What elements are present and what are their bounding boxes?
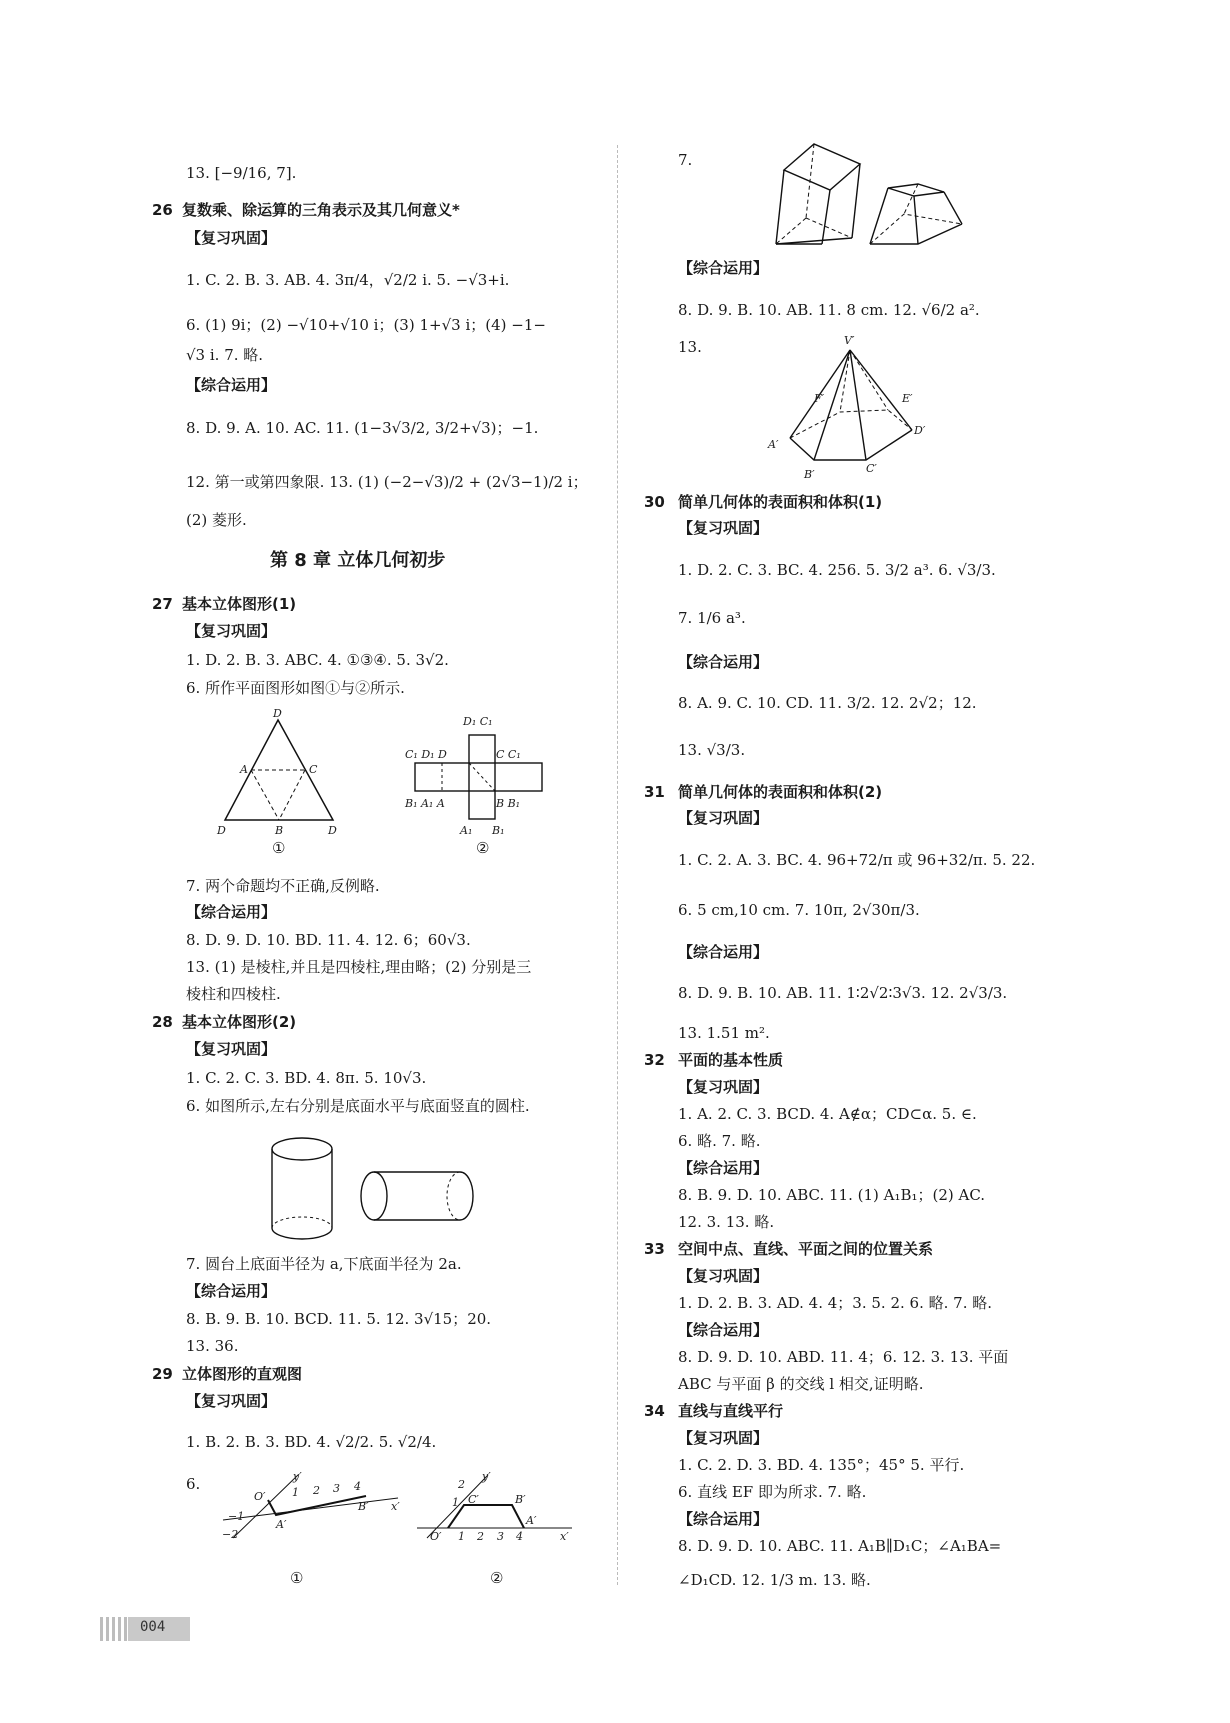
answer-line: 7. 圆台上底面半径为 a,下底面半径为 2a. [186, 1255, 462, 1273]
section-heading: 29 立体图形的直观图 [152, 1365, 303, 1383]
answer-line: 6. 5 cm,10 cm. 7. 10π, 2√30π/3. [678, 901, 920, 919]
answer-line: 8. B. 9. B. 10. BCD. 11. 5. 12. 3√15；20. [186, 1310, 492, 1328]
answer-line: 12. 第一或第四象限. 13. (1) (−2−√3)/2 + (2√3−1)/2 i； [186, 473, 588, 491]
answer-line: 1. C. 2. C. 3. BD. 4. 8π. 5. 10√3. [186, 1069, 427, 1087]
answer-line: 1. D. 2. B. 3. ABC. 4. ①③④. 5. 3√2. [186, 651, 449, 669]
review-tag: 【复习巩固】 [186, 1392, 277, 1410]
svg-text:D: D [328, 824, 337, 837]
svg-text:2: 2 [313, 1484, 320, 1497]
answer-line: 13. [678, 338, 702, 356]
oblique-figure-1 [218, 1470, 408, 1540]
column-divider [617, 145, 618, 1585]
answer-line: 8. D. 9. D. 10. ABD. 11. 4；6. 12. 3. 13. 平面 [678, 1348, 1009, 1366]
apply-tag: 【综合运用】 [678, 943, 769, 961]
answer-line: (2) 菱形. [186, 511, 247, 529]
answer-line: 8. D. 9. B. 10. AB. 11. 8 cm. 12. √6/2 a². [678, 301, 980, 319]
answer-line: 1. C. 2. D. 3. BD. 4. 135°；45° 5. 平行. [678, 1456, 965, 1474]
svg-text:A′: A′ [276, 1518, 287, 1531]
svg-text:A: A [240, 763, 248, 776]
section-heading: 33 空间中点、直线、平面之间的位置关系 [644, 1240, 934, 1258]
svg-text:V′: V′ [844, 334, 855, 347]
answer-line: 6. 所作平面图形如图①与②所示. [186, 679, 405, 697]
review-tag: 【复习巩固】 [678, 1429, 769, 1447]
answer-line: 13. [−9/16, 7]. [186, 164, 297, 182]
svg-text:F′: F′ [814, 392, 825, 405]
answer-line: 6. (1) 9i；(2) −√10+√10 i；(3) 1+√3 i；(4) −1− [186, 316, 546, 334]
apply-tag: 【综合运用】 [678, 653, 769, 671]
svg-text:D: D [217, 824, 226, 837]
svg-text:D: D [273, 707, 282, 720]
figure-label: ② [490, 1569, 504, 1587]
svg-text:B₁: B₁ [492, 824, 505, 837]
answer-line: 6. 如图所示,左右分别是底面水平与底面竖直的圆柱. [186, 1097, 530, 1115]
apply-tag: 【综合运用】 [678, 1510, 769, 1528]
prism-and-frustum-figure [770, 140, 970, 250]
svg-text:O′: O′ [430, 1530, 442, 1543]
answer-line: 7. 1/6 a³. [678, 609, 746, 627]
review-tag: 【复习巩固】 [678, 519, 769, 537]
svg-text:x′: x′ [391, 1500, 400, 1513]
svg-text:C′: C′ [468, 1493, 479, 1506]
svg-text:B: B [275, 824, 284, 837]
svg-text:1: 1 [452, 1496, 459, 1509]
answer-line: ABC 与平面 β 的交线 l 相交,证明略. [678, 1375, 924, 1393]
section-heading: 31 简单几何体的表面积和体积(2) [644, 783, 883, 801]
review-tag: 【复习巩固】 [186, 229, 277, 247]
svg-text:E′: E′ [902, 392, 913, 405]
answer-line: 13. 36. [186, 1337, 239, 1355]
answer-line: 13. 1.51 m². [678, 1024, 770, 1042]
cylinders-figure [270, 1136, 490, 1246]
apply-tag: 【综合运用】 [186, 376, 277, 394]
svg-text:3: 3 [333, 1482, 340, 1495]
svg-text:C C₁: C C₁ [496, 748, 521, 761]
net-figure [405, 713, 555, 843]
answer-line: 8. A. 9. C. 10. CD. 11. 3/2. 12. 2√2；12. [678, 694, 977, 712]
svg-text:B′: B′ [358, 1500, 369, 1513]
answer-line: 1. D. 2. B. 3. AD. 4. 4；3. 5. 2. 6. 略. 7. 略. [678, 1294, 993, 1312]
answer-line: 1. C. 2. A. 3. BC. 4. 96+72/π 或 96+32/π. 5. 22. [678, 851, 1036, 869]
svg-text:B₁ A₁ A: B₁ A₁ A [405, 797, 445, 810]
section-heading: 28 基本立体图形(2) [152, 1013, 297, 1031]
svg-text:1: 1 [458, 1530, 465, 1543]
review-tag: 【复习巩固】 [678, 809, 769, 827]
figure-label: ① [290, 1569, 304, 1587]
pyramid-figure [762, 330, 932, 490]
section-heading: 34 直线与直线平行 [644, 1402, 784, 1420]
svg-text:y′: y′ [293, 1470, 302, 1483]
svg-text:y′: y′ [482, 1470, 491, 1483]
answer-line: 7. 两个命题均不正确,反例略. [186, 877, 380, 895]
review-tag: 【复习巩固】 [186, 1040, 277, 1058]
apply-tag: 【综合运用】 [186, 903, 277, 921]
apply-tag: 【综合运用】 [678, 1159, 769, 1177]
svg-text:C₁ D₁ D: C₁ D₁ D [405, 748, 447, 761]
answer-line: 13. (1) 是棱柱,并且是四棱柱,理由略；(2) 分别是三 [186, 958, 532, 976]
svg-text:D₁ C₁: D₁ C₁ [463, 715, 493, 728]
answer-line: 1. A. 2. C. 3. BCD. 4. A∉α；CD⊂α. 5. ∈. [678, 1105, 977, 1123]
svg-text:x′: x′ [560, 1530, 569, 1543]
section-heading: 26 复数乘、除运算的三角表示及其几何意义* [152, 201, 460, 219]
svg-text:−2: −2 [222, 1528, 239, 1541]
answer-line: 8. B. 9. D. 10. ABC. 11. (1) A₁B₁；(2) AC. [678, 1186, 986, 1204]
answer-line: 6. 直线 EF 即为所求. 7. 略. [678, 1483, 867, 1501]
apply-tag: 【综合运用】 [678, 1321, 769, 1339]
svg-text:4: 4 [354, 1480, 361, 1493]
section-heading: 30 简单几何体的表面积和体积(1) [644, 493, 883, 511]
svg-text:B′: B′ [804, 468, 815, 481]
svg-text:B B₁: B B₁ [496, 797, 521, 810]
svg-text:D′: D′ [914, 424, 926, 437]
review-tag: 【复习巩固】 [186, 622, 277, 640]
svg-text:2: 2 [458, 1478, 465, 1491]
svg-text:A′: A′ [768, 438, 779, 451]
figure-label: ① [272, 839, 286, 857]
svg-text:A₁: A₁ [460, 824, 473, 837]
answer-line: 8. D. 9. D. 10. BD. 11. 4. 12. 6；60√3. [186, 931, 471, 949]
figure-label: ② [476, 839, 490, 857]
svg-text:A′: A′ [526, 1514, 537, 1527]
answer-line: ∠D₁CD. 12. 1/3 m. 13. 略. [678, 1571, 871, 1589]
oblique-figure-2 [412, 1470, 582, 1543]
svg-text:2: 2 [477, 1530, 484, 1543]
page-number: 004 [140, 1619, 166, 1635]
answer-line: √3 i. 7. 略. [186, 346, 264, 364]
answer-line: 7. [678, 151, 693, 169]
answer-line: 12. 3. 13. 略. [678, 1213, 775, 1231]
answer-line: 8. D. 9. A. 10. AC. 11. (1−3√3/2, 3/2+√3)；−1. [186, 419, 539, 437]
svg-text:C: C [309, 763, 318, 776]
answer-line: 1. B. 2. B. 3. BD. 4. √2/2. 5. √2/4. [186, 1433, 437, 1451]
answer-line: 8. D. 9. B. 10. AB. 11. 1∶2√2∶3√3. 12. 2√3/3. [678, 984, 1008, 1002]
svg-text:O′: O′ [254, 1490, 266, 1503]
answer-line: 6. 略. 7. 略. [678, 1132, 761, 1150]
triangle-figure [215, 707, 355, 850]
svg-text:−1: −1 [228, 1510, 245, 1523]
section-heading: 27 基本立体图形(1) [152, 595, 297, 613]
apply-tag: 【综合运用】 [186, 1282, 277, 1300]
review-tag: 【复习巩固】 [678, 1078, 769, 1096]
answer-line: 8. D. 9. D. 10. ABC. 11. A₁B∥D₁C；∠A₁BA= [678, 1537, 1002, 1555]
svg-text:C′: C′ [866, 462, 877, 475]
apply-tag: 【综合运用】 [678, 259, 769, 277]
answer-line: 1. C. 2. B. 3. AB. 4. 3π/4，√2/2 i. 5. −√3+i. [186, 271, 510, 289]
review-tag: 【复习巩固】 [678, 1267, 769, 1285]
answer-line: 棱柱和四棱柱. [186, 985, 281, 1003]
answer-line: 6. [186, 1475, 201, 1493]
answer-line: 13. √3/3. [678, 741, 746, 759]
answer-line: 1. D. 2. C. 3. BC. 4. 256. 5. 3/2 a³. 6. √3/3. [678, 561, 996, 579]
svg-text:3: 3 [497, 1530, 504, 1543]
chapter-title: 第 8 章 立体几何初步 [270, 550, 446, 571]
section-heading: 32 平面的基本性质 [644, 1051, 784, 1069]
svg-text:B′: B′ [515, 1493, 526, 1506]
svg-text:1: 1 [292, 1486, 299, 1499]
svg-text:4: 4 [516, 1530, 523, 1543]
